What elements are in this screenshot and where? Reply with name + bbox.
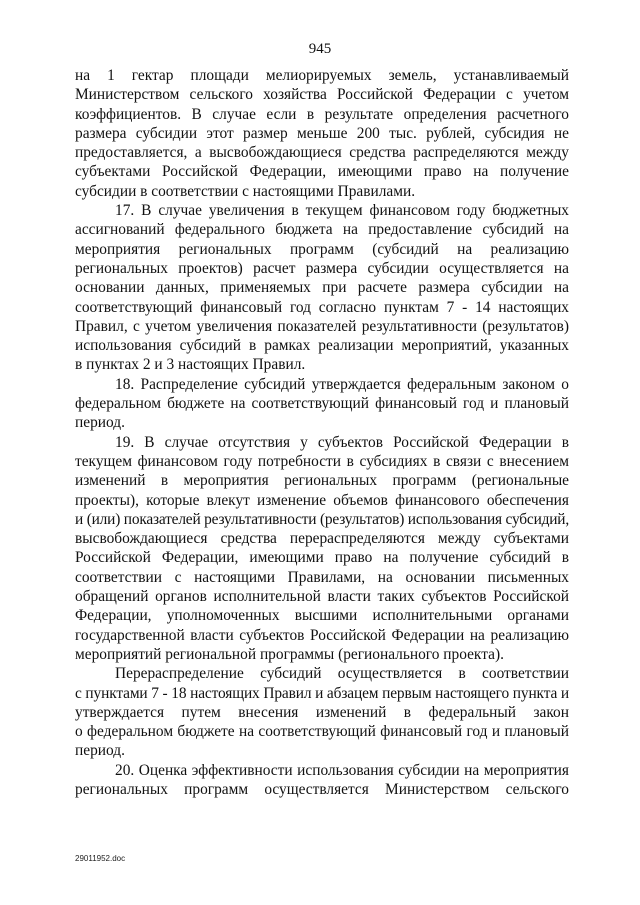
document-body [75,66,569,799]
text-line: на 1 гектар площади мелиорируемых земель, устанавливаемый [75,67,569,84]
text-line: 17. В случае увеличения в текущем финансовом году бюджетных [115,202,569,220]
text-line: федеральном бюджете на соответствующий финансовый год и плановый [75,395,569,413]
text-line: о федеральном бюджете на соответствующий финансовый год и плановый [75,723,569,741]
text-line: период. [75,414,125,432]
text-line: государственной власти субъектов Российской Федерации на реализацию [75,626,569,644]
text-line: соответствии с настоящими Правилами, на основании письменных [75,568,569,586]
text-line: Министерством сельского хозяйства Российской Федерации с учетом [75,86,569,104]
page-number: 945 [308,41,332,57]
text-line: субсидии в соответствии с настоящими Правилами. [75,182,416,200]
text-line: Федерации, уполномоченных высшими исполнительными органами [75,607,569,625]
text-line: с пунктами 7 - 18 настоящих Правил и абзацем первым настоящего пункта и [75,684,569,702]
text-line: коэффициентов. В случае если в результате определения расчетного [75,105,569,123]
text-line: в пунктах 2 и 3 настоящих Правил. [75,356,306,374]
text-line: использования субсидий в рамках реализации мероприятий, указанных [75,337,569,355]
text-line: обращений органов исполнительной власти таких субъектов Российской [75,588,569,606]
text-line: 18. Распределение субсидий утверждается федеральным законом о [115,375,569,393]
file-name-footer: 29011952.doc [75,854,126,863]
text-line: мероприятий региональной программы (регионального проекта). [75,645,504,663]
text-line: соответствующий финансовый год согласно пунктам 7 - 14 настоящих [75,298,569,316]
text-line: субъектами Российской Федерации, имеющими право на получение [75,163,569,181]
text-line: размера субсидии этот размер меньше 200 тыс. рублей, субсидия не [75,124,569,142]
text-line: и (или) показателей результативности (результатов) использования субсидий, [75,510,569,528]
text-line: утверждается путем внесения изменений в федеральный закон [75,703,569,721]
text-line: текущем финансовом году потребности в субсидиях в связи с внесением [75,452,569,470]
text-line: проекты), которые влекут изменение объемов финансового обеспечения [75,491,569,509]
text-line: Российской Федерации, имеющими право на получение субсидий в [75,549,569,567]
text-line: 19. В случае отсутствия у субъектов Российской Федерации в [115,433,569,451]
text-line: высвобождающиеся средства перераспределяются между субъектами [75,530,569,548]
text-line: период. [75,742,125,760]
text-line: региональных проектов) расчет размера субсидии осуществляется на [75,259,569,277]
text-line: Правил, с учетом увеличения показателей результативности (результатов) [75,317,569,335]
text-line: Перераспределение субсидий осуществляется в соответствии [115,665,569,683]
text-line: мероприятия региональных программ (субсидий на реализацию [75,240,569,258]
text-line: предоставляется, а высвобождающиеся средства распределяются между [75,144,569,162]
text-line: ассигнований федерального бюджета на предоставление субсидий на [75,221,569,239]
text-line: изменений в мероприятия региональных программ (региональные [75,472,569,490]
text-line: региональных программ осуществляется Министерством сельского [75,780,569,798]
text-line: основании данных, применяемых при расчете размера субсидии на [75,279,569,297]
text-line: 20. Оценка эффективности использования субсидии на мероприятия [115,761,569,779]
